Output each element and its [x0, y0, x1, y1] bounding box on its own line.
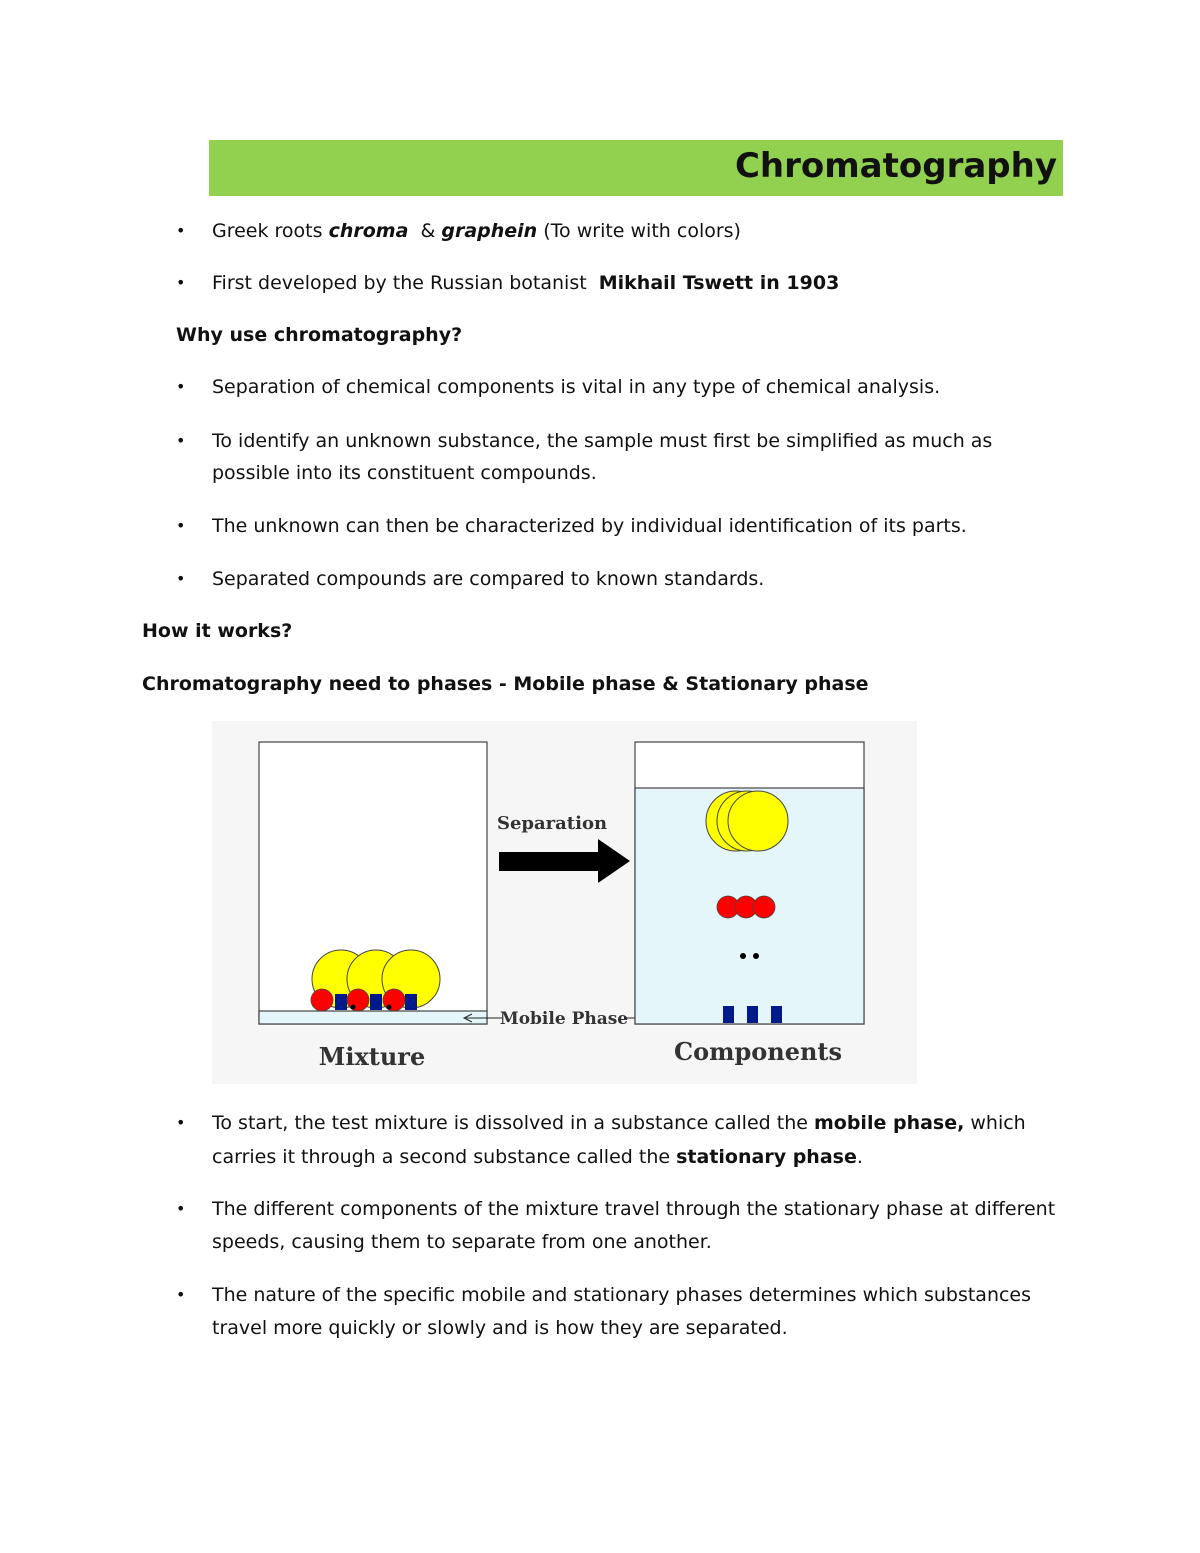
how-heading: How it works? [142, 620, 293, 642]
bullet-nature-line2: travel more quickly or slowly and is how they are separated. [212, 1317, 788, 1339]
bullet-identify-line1: To identify an unknown substance, the sample must first be simplified as much as [212, 430, 993, 452]
mixture-black-dot [387, 1005, 392, 1010]
component-black-dot [753, 953, 759, 959]
separation-label: Separation [496, 813, 608, 834]
how-subheading: Chromatography need to phases - Mobile phase & Stationary phase [142, 673, 869, 695]
component-blue-square [723, 1006, 734, 1023]
bullet-mobile-phase-line2: carries it through a second substance called the stationary phase. [212, 1146, 863, 1168]
bullet-identify-line2: possible into its constituent compounds. [212, 462, 597, 484]
bullet-icon: • [176, 377, 186, 396]
bullet-compared: Separated compounds are compared to known standards. [212, 568, 765, 590]
mixture-blue-square [405, 994, 417, 1010]
component-black-dot [740, 953, 746, 959]
bullet-components-travel-line2: speeds, causing them to separate from one another. [212, 1231, 712, 1253]
components-column [635, 742, 864, 1024]
title-bar [209, 140, 1063, 196]
component-blue-square [771, 1006, 782, 1023]
mixture-red-circle [383, 989, 405, 1011]
mixture-blue-square [335, 994, 347, 1010]
bullet-icon: • [176, 569, 186, 588]
mobile-phase-label: Mobile Phase [499, 1009, 629, 1029]
bullet-components-travel-line1: The different components of the mixture travel through the stationary phase at different [212, 1198, 1056, 1220]
component-red-circle [753, 896, 775, 918]
component-yellow-circle [728, 791, 788, 851]
why-heading: Why use chromatography? [176, 324, 463, 346]
component-blue-square [747, 1006, 758, 1023]
bullet-greek-roots: Greek roots chroma & graphein (To write with colors) [212, 220, 741, 242]
bullet-mobile-phase-line1: To start, the test mixture is dissolved in a substance called the mobile phase, which [212, 1112, 1026, 1134]
separation-arrow [499, 839, 630, 883]
bullet-icon: • [176, 516, 186, 535]
chromatography-diagram [212, 721, 917, 1084]
mixture-blue-square [370, 994, 382, 1010]
bullet-tswett: First developed by the Russian botanist Mikhail Tswett in 1903 [212, 272, 840, 294]
mixture-black-dot [351, 1005, 356, 1010]
page-title: Chromatography [734, 146, 1057, 186]
bullet-icon: • [176, 431, 186, 450]
bullet-icon: • [176, 1113, 186, 1132]
mixture-label: Mixture [318, 1042, 426, 1071]
bullet-icon: • [176, 273, 186, 292]
components-label: Components [673, 1037, 843, 1066]
mixture-mobile-phase [259, 1011, 487, 1024]
bullet-icon: • [176, 221, 186, 240]
mixture-red-circle [311, 989, 333, 1011]
bullet-characterized: The unknown can then be characterized by individual identification of its parts. [212, 515, 967, 537]
bullet-icon: • [176, 1199, 186, 1218]
bullet-separation-vital: Separation of chemical components is vital in any type of chemical analysis. [212, 376, 941, 398]
mixture-beaker [259, 742, 487, 1024]
bullet-icon: • [176, 1285, 186, 1304]
mixture-red-circle [347, 989, 369, 1011]
diagram-svg [212, 721, 917, 1084]
bullet-nature-line1: The nature of the specific mobile and stationary phases determines which substances [212, 1284, 1032, 1306]
